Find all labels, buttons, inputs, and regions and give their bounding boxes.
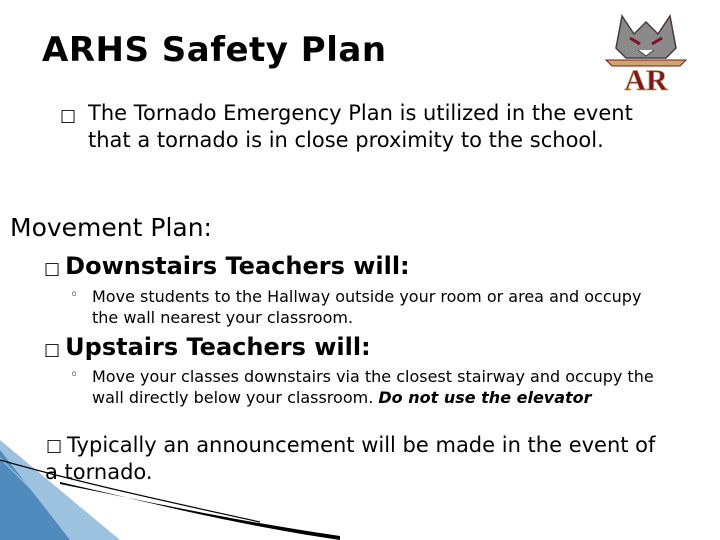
downstairs-item-text: Move students to the Hallway outside your room or area and occupy the wall nearest your classroom. [92, 287, 642, 327]
bullet-box-icon: □ [44, 259, 61, 279]
downstairs-heading: Downstairs Teachers will: [65, 252, 410, 280]
downstairs-item [70, 286, 650, 328]
bullet-box-icon: □ [60, 106, 77, 126]
downstairs-heading-row [44, 252, 410, 280]
decorative-swoosh [0, 440, 340, 540]
movement-plan-heading: Movement Plan: [10, 213, 212, 242]
circle-bullet-icon: ◦ [70, 367, 79, 383]
wolf-mascot-logo [596, 8, 696, 94]
logo-text: AR [624, 64, 668, 94]
upstairs-item-text: Move your classes downstairs via the closest stairway and occupy the wall directly below your classroom. [92, 367, 654, 407]
upstairs-item [70, 366, 670, 408]
circle-bullet-icon: ◦ [70, 287, 79, 303]
upstairs-heading-row [44, 333, 371, 361]
intro-text: The Tornado Emergency Plan is utilized in the event that a tornado is in close proximity to the school. [88, 101, 633, 152]
bullet-box-icon: □ [46, 436, 63, 456]
slide-title: ARHS Safety Plan [42, 30, 387, 70]
bullet-box-icon: □ [44, 340, 61, 360]
do-not-use-elevator-emphasis: Do not use the elevator [378, 388, 592, 407]
closing-text-content: Typically an announcement will be made in the event of a tornado. [45, 433, 656, 484]
upstairs-heading: Upstairs Teachers will: [65, 333, 371, 361]
